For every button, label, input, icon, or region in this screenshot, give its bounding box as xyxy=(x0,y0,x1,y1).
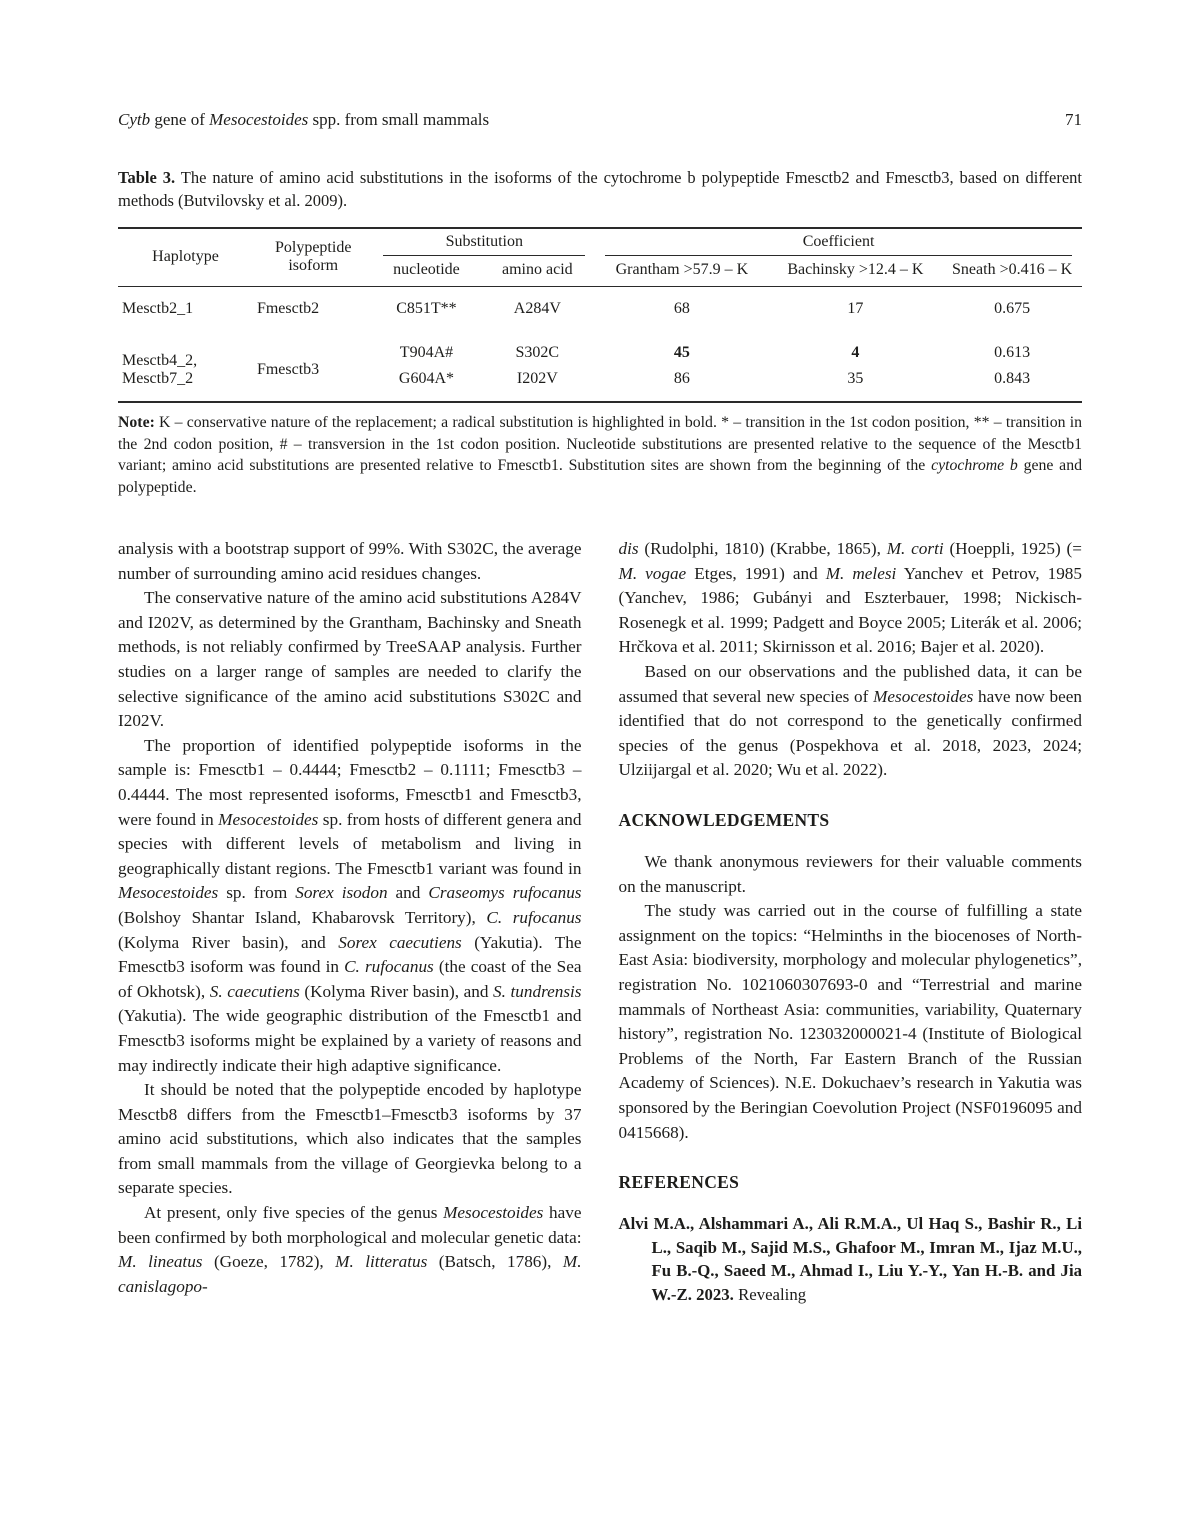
acknowledgements-heading: ACKNOWLEDGEMENTS xyxy=(618,809,830,830)
cell-amino-acid: I202V xyxy=(516,369,558,387)
cell-bachinsky: 35 xyxy=(847,369,864,387)
body-paragraph: Based on our observations and the published data, it can be assumed that several new species of Mesocestoides have now been identified that do not correspond to the genetically confirmed species of the genus (Pospekhova et al. 2018, 2023, 2024; Ulziijargal et al. 2020; Wu et al. 2022). xyxy=(618,662,1082,780)
table-3 xyxy=(118,227,1082,403)
cell-sneath: 0.675 xyxy=(994,299,1031,317)
cell-isoform: Fmesctb2 xyxy=(256,299,320,317)
cell-sneath: 0.843 xyxy=(994,369,1031,387)
cell-sneath: 0.613 xyxy=(994,343,1031,361)
cell-haplotype: Mesctb2_1 xyxy=(122,299,194,317)
cell-grantham: 45 xyxy=(673,343,690,361)
running-head-title: Cytb gene of Mesocestoides spp. from small mammals xyxy=(118,110,490,129)
page-number: 71 xyxy=(1065,110,1082,129)
cell-nucleotide: C851T** xyxy=(396,299,457,317)
cell-isoform: Fmesctb3 xyxy=(256,361,320,379)
col-header-isoform: Polypeptide isoform xyxy=(274,239,352,275)
body-paragraph: dis (Rudolphi, 1810) (Krabbe, 1865), M. corti (Hoeppli, 1925) (= M. vogae Etges, 1991) and M. melesi Yanchev et Petrov, 1985 (Yanchev, 1986; Gubányi and Eszterbauer, 1998; Nickisch-Rosenegk et al. 1999; Padgett and Boyce 2005; Literák et al. 2006; Hrčkova et al. 2011; Skirnisson et al. 2016; Bajer et al. 2020). xyxy=(618,539,1082,657)
cell-bachinsky: 17 xyxy=(847,299,864,317)
body-right-column xyxy=(619,537,1083,1306)
cell-grantham: 68 xyxy=(673,299,690,317)
col-header-bachinsky: Bachinsky >12.4 – K xyxy=(787,260,924,278)
cell-bachinsky: 4 xyxy=(851,343,860,361)
col-group-coefficient: Coefficient xyxy=(595,228,1082,256)
col-header-grantham: Grantham >57.9 – K xyxy=(615,260,749,278)
body-paragraph: analysis with a bootstrap support of 99%. With S302C, the average number of surrounding amino acid residues changes. xyxy=(118,539,582,583)
cell-grantham: 86 xyxy=(673,369,690,387)
reference-entry: Alvi M.A., Alshammari A., Ali R.M.A., Ul Haq S., Bashir R., Li L., Saqib M., Sajid M.S., Ghafoor M., Imran M., Ijaz M.U., Fu B.-Q., Saeed M., Ahmad I., Liu Y.-Y., Yan H.-B. and Jia W.-Z. 2023. Revealing xyxy=(618,1214,1082,1304)
table-row xyxy=(118,338,1082,366)
cell-amino-acid: A284V xyxy=(513,299,561,317)
table-row xyxy=(118,286,1082,338)
col-group-substitution: Substitution xyxy=(373,228,595,256)
col-header-amino-acid: amino acid xyxy=(502,260,573,278)
cell-haplotype: Mesctb4_2, Mesctb7_2 xyxy=(122,352,198,388)
body-paragraph: The proportion of identified polypeptide isoforms in the sample is: Fmesctb1 – 0.4444; Fmesctb2 – 0.1111; Fmesctb3 – 0.4444. The most represented isoforms, Fmesctb1 and Fmesctb3, were found in Mesocestoides sp. from hosts of different genera and species with different levels of metabolism and living in geographically distant regions. The Fmesctb1 variant was found in Mesocestoides sp. from Sorex isodon and Craseomys rufocanus (Bolshoy Shantar Island, Khabarovsk Territory), C. rufocanus (Kolyma River basin), and Sorex caecutiens (Yakutia). The Fmesctb3 isoform was found in C. rufocanus (the coast of the Sea of Okhotsk), S. caecutiens (Kolyma River basin), and S. tundrensis (Yakutia). The wide geographic distribution of the Fmesctb1 and Fmesctb3 isoforms might be explained by a variety of reasons and may indirectly indicate their high adaptive significance. xyxy=(118,735,582,1075)
cell-amino-acid: S302C xyxy=(515,343,560,361)
table-caption: Table 3. The nature of amino acid substitutions in the isoforms of the cytochrome b polypeptide Fmesctb2 and Fmesctb3, based on different methods (Butvilovsky et al. 2009). xyxy=(118,168,1082,211)
body-columns xyxy=(118,537,1082,1306)
cell-nucleotide: T904A# xyxy=(399,343,454,361)
cell-nucleotide: G604A* xyxy=(398,369,455,387)
body-paragraph: The conservative nature of the amino acid substitutions A284V and I202V, as determined by the Grantham, Bachinsky and Sneath methods, is not reliably confirmed by TreeSAAP analysis. Further studies on a larger range of samples are needed to clarify the selective significance of the amino acid substitutions S302C and I202V. xyxy=(118,588,582,731)
body-paragraph: At present, only five species of the genus Mesocestoides have been confirmed by both morphological and molecular genetic data: M. lineatus (Goeze, 1782), M. litteratus (Batsch, 1786), M. canislagopo- xyxy=(118,1203,582,1296)
table-note: Note: K – conservative nature of the replacement; a radical substitution is highlighted in bold. * – transition in the 1st codon position, ** – transition in the 2nd codon position, # – transversion in the 1st codon position. Nucleotide substitutions are presented relative to the sequence of the Mesctb1 variant; amino acid substitutions are presented relative to Fmesctb1. Substitution sites are shown from the beginning of the cytochrome b gene and polypeptide. xyxy=(118,413,1082,497)
col-header-sneath: Sneath >0.416 – K xyxy=(952,260,1073,278)
col-header-haplotype: Haplotype xyxy=(152,248,219,266)
body-paragraph: The study was carried out in the course of fulfilling a state assignment on the topics: “Helminths in the biocenoses of North-East Asia: biodiversity, morphology and molecular phylogenetics”, registration No. 1021060307693-0 and “Terrestrial and marine mammals of Northeast Asia: communities, variability, Quaternary history”, registration No. 123032000021-4 (Institute of Biological Problems of the North, Far Eastern Branch of the Russian Academy of Sciences). N.E. Dokuchaev’s research in Yakutia was sponsored by the Beringian Coevolution Project (NSF0196095 and 0415668). xyxy=(618,901,1082,1142)
references-heading: REFERENCES xyxy=(618,1172,740,1193)
body-left-column xyxy=(118,537,582,1306)
body-paragraph: We thank anonymous reviewers for their valuable comments on the manuscript. xyxy=(618,851,1082,896)
running-head xyxy=(118,110,1082,130)
body-paragraph: It should be noted that the polypeptide encoded by haplotype Mesctb8 differs from the Fmesctb1–Fmesctb3 isoforms by 37 amino acid substitutions, which also indicates that the samples from small mammals from the village of Georgievka belong to a separate species. xyxy=(118,1080,582,1198)
col-header-nucleotide: nucleotide xyxy=(393,260,460,278)
